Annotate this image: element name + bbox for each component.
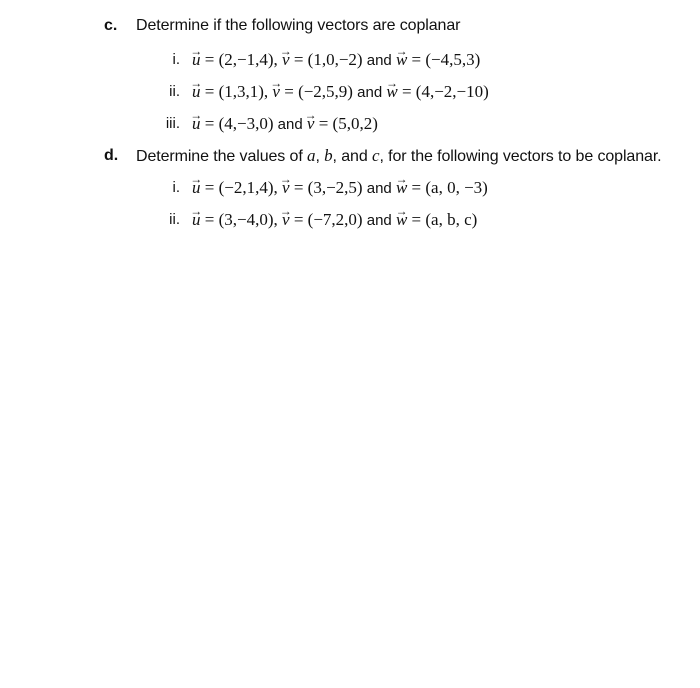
prompt-text: , for the following vectors to be coplanar. xyxy=(379,148,662,165)
vector-w-value: (4,−2,−10) xyxy=(415,82,489,101)
vector-u-value: (−2,1,4) xyxy=(218,178,274,197)
item-number: i. xyxy=(172,51,180,68)
vector-w-symbol: → w xyxy=(396,176,407,200)
vector-equation xyxy=(192,48,480,73)
vector-v-value: (3,−2,5) xyxy=(307,178,363,197)
and-word: and xyxy=(352,84,387,101)
vector-equation xyxy=(192,80,489,105)
vector-u-value: (4,−3,0) xyxy=(218,114,274,133)
vector-u-symbol: → u xyxy=(192,48,201,72)
equals-sign: = xyxy=(407,210,426,229)
vector-equation xyxy=(192,176,488,201)
variable-b: b xyxy=(324,146,333,165)
and-word: and xyxy=(362,212,396,229)
item-number: ii. xyxy=(169,83,180,100)
vector-u-symbol: → u xyxy=(192,208,201,232)
equals-sign: = xyxy=(279,82,299,101)
prompt-separator: , xyxy=(315,148,325,165)
comma: , xyxy=(263,82,273,101)
equals-sign: = xyxy=(407,50,426,69)
vector-w-symbol: → w xyxy=(396,48,407,72)
vector-v-value: (−2,5,9) xyxy=(298,82,353,101)
comma: , xyxy=(273,210,283,229)
equals-sign: = xyxy=(200,82,219,101)
equals-sign: = xyxy=(200,50,219,69)
vector-u-symbol: → u xyxy=(192,176,201,200)
and-word: and xyxy=(362,180,396,197)
and-word: and xyxy=(362,52,396,69)
vector-v-symbol: → v xyxy=(282,176,290,200)
prompt-separator: , and xyxy=(332,148,372,165)
vector-u-symbol: → u xyxy=(192,80,201,104)
problem-d-ii xyxy=(0,208,700,232)
vector-w-symbol: → w xyxy=(386,80,397,104)
vector-v-value: (−7,2,0) xyxy=(307,210,363,229)
vector-w-value: (a, b, c) xyxy=(425,210,478,229)
vector-v-symbol: → v xyxy=(282,48,290,72)
section-d-prompt xyxy=(136,144,662,169)
equals-sign: = xyxy=(397,82,416,101)
vector-u-value: (2,−1,4) xyxy=(218,50,274,69)
section-c-heading xyxy=(0,14,700,38)
variable-c: c xyxy=(371,146,380,165)
equals-sign: = xyxy=(289,210,308,229)
variable-a: a xyxy=(307,146,316,165)
equals-sign: = xyxy=(200,210,219,229)
vector-v-value: (5,0,2) xyxy=(332,114,378,133)
problem-c-ii xyxy=(0,80,700,104)
section-d-letter: d. xyxy=(104,147,119,164)
comma: , xyxy=(273,178,283,197)
comma: , xyxy=(273,50,283,69)
and-word: and xyxy=(273,116,307,133)
problem-c-i xyxy=(0,48,700,72)
equals-sign: = xyxy=(200,114,219,133)
vector-u-symbol: → u xyxy=(192,112,201,136)
section-c-letter: c. xyxy=(104,17,118,34)
vector-equation xyxy=(192,112,378,137)
vector-v-symbol: → v xyxy=(307,112,315,136)
vector-w-symbol: → w xyxy=(396,208,407,232)
prompt-text: Determine the values of xyxy=(136,148,308,165)
vector-v-symbol: → v xyxy=(282,208,290,232)
vector-v-value: (1,0,−2) xyxy=(307,50,363,69)
vector-w-value: (−4,5,3) xyxy=(425,50,481,69)
equals-sign: = xyxy=(289,50,308,69)
section-c-prompt: Determine if the following vectors are coplanar xyxy=(136,17,461,34)
vector-v-symbol: → v xyxy=(272,80,280,104)
problem-d-i xyxy=(0,176,700,200)
item-number: ii. xyxy=(169,211,180,228)
vector-w-value: (a, 0, −3) xyxy=(425,178,488,197)
vector-u-value: (1,3,1) xyxy=(218,82,264,101)
problem-c-iii xyxy=(0,112,700,136)
equals-sign: = xyxy=(407,178,426,197)
section-d-heading xyxy=(0,144,700,168)
item-number: i. xyxy=(172,179,180,196)
equals-sign: = xyxy=(289,178,308,197)
equals-sign: = xyxy=(200,178,219,197)
vector-u-value: (3,−4,0) xyxy=(218,210,274,229)
item-number: iii. xyxy=(165,115,180,132)
vector-equation xyxy=(192,208,477,233)
equals-sign: = xyxy=(314,114,333,133)
